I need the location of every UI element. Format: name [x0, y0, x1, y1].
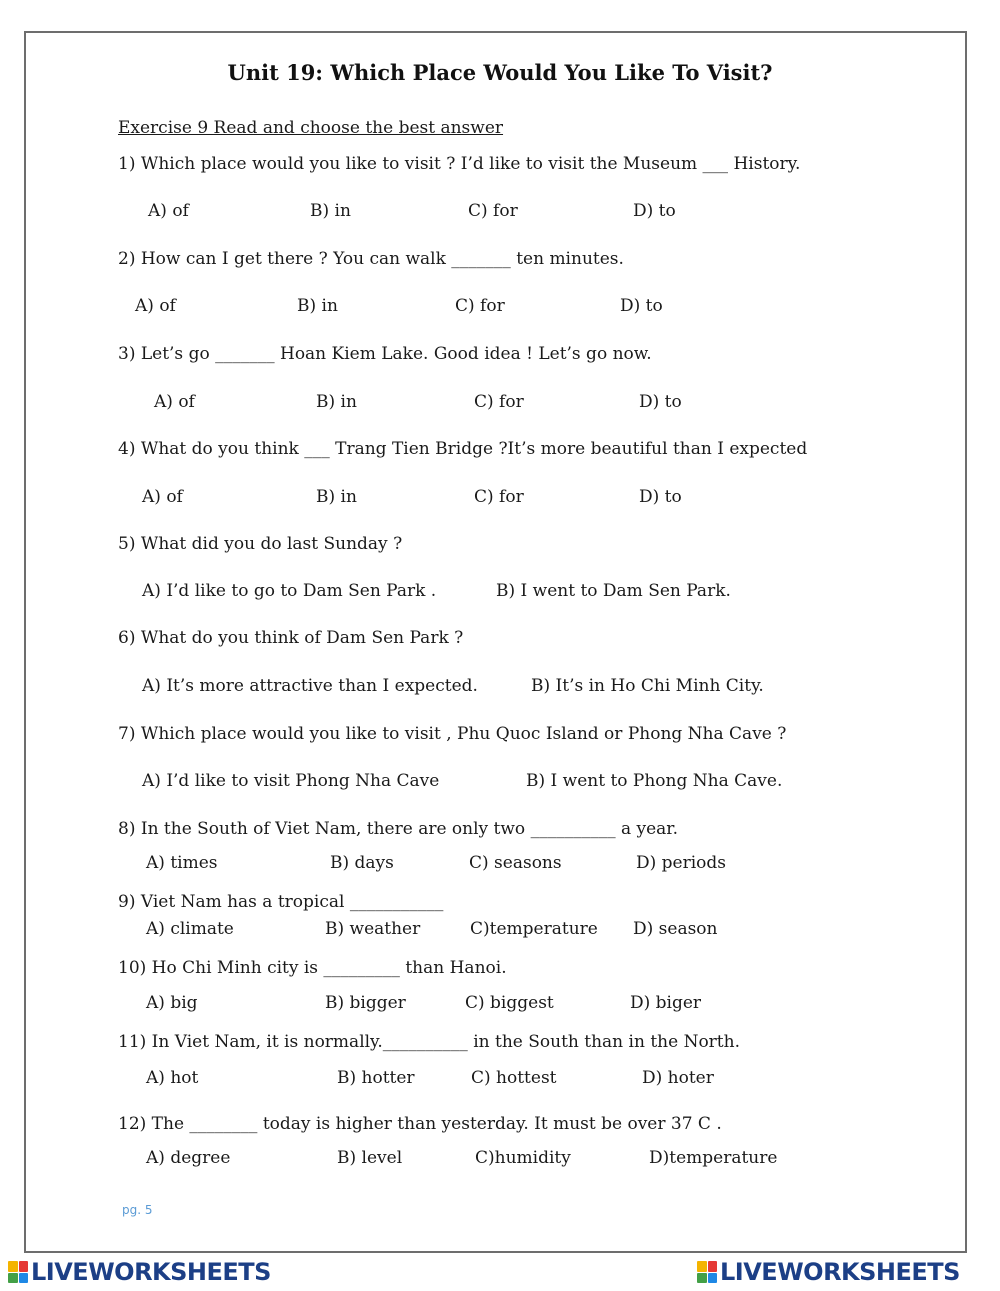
question-10: 10) Ho Chi Minh city is _________ than Hanoi. — [118, 958, 507, 978]
question-2: 2) How can I get there ? You can walk _______ ten minutes. — [118, 249, 624, 269]
q4-option-d[interactable]: D) to — [639, 487, 682, 507]
q9-option-b[interactable]: B) weather — [325, 919, 421, 939]
q7-option-a[interactable]: A) I’d like to visit Phong Nha Cave — [142, 771, 440, 791]
question-8: 8) In the South of Viet Nam, there are only two __________ a year. — [118, 819, 678, 839]
q10-option-b[interactable]: B) bigger — [325, 993, 406, 1013]
q11-option-d[interactable]: D) hoter — [642, 1068, 714, 1088]
question-5: 5) What did you do last Sunday ? — [118, 534, 403, 554]
q2-option-b[interactable]: B) in — [297, 296, 338, 316]
question-1: 1) Which place would you like to visit ? I’d like to visit the Museum ___ History. — [118, 154, 801, 174]
question-3: 3) Let’s go _______ Hoan Kiem Lake. Good idea ! Let’s go now. — [118, 344, 652, 364]
question-4: 4) What do you think ___ Trang Tien Bridge ?It’s more beautiful than I expected — [118, 439, 808, 459]
q9-option-a[interactable]: A) climate — [146, 919, 234, 939]
q9-option-c[interactable]: C)temperature — [470, 919, 598, 939]
liveworksheets-icon — [8, 1261, 28, 1283]
q12-option-b[interactable]: B) level — [337, 1148, 403, 1168]
q10-option-d[interactable]: D) biger — [630, 993, 702, 1013]
q3-option-a[interactable]: A) of — [154, 392, 195, 412]
question-11: 11) In Viet Nam, it is normally.__________ in the South than in the North. — [118, 1032, 740, 1052]
q5-option-a[interactable]: A) I’d like to go to Dam Sen Park . — [142, 581, 437, 601]
liveworksheets-icon — [697, 1261, 717, 1283]
q6-option-b[interactable]: B) It’s in Ho Chi Minh City. — [531, 676, 764, 696]
q10-option-a[interactable]: A) big — [146, 993, 198, 1013]
q3-option-d[interactable]: D) to — [639, 392, 682, 412]
q1-option-b[interactable]: B) in — [310, 201, 351, 221]
q4-option-b[interactable]: B) in — [316, 487, 357, 507]
q8-option-a[interactable]: A) times — [146, 853, 218, 873]
page-title: Unit 19: Which Place Would You Like To Visit? — [227, 60, 773, 85]
question-7: 7) Which place would you like to visit , Phu Quoc Island or Phong Nha Cave ? — [118, 724, 787, 744]
q1-option-d[interactable]: D) to — [633, 201, 676, 221]
question-12: 12) The ________ today is higher than yesterday. It must be over 37 C . — [118, 1114, 722, 1134]
q8-option-d[interactable]: D) periods — [636, 853, 727, 873]
q11-option-b[interactable]: B) hotter — [337, 1068, 415, 1088]
brand-logo-left[interactable] — [8, 1258, 271, 1286]
q12-option-a[interactable]: A) degree — [146, 1148, 231, 1168]
q8-option-c[interactable]: C) seasons — [469, 853, 562, 873]
q1-option-c[interactable]: C) for — [468, 201, 518, 221]
q3-option-b[interactable]: B) in — [316, 392, 357, 412]
page-number: pg. 5 — [122, 1203, 153, 1217]
brand-text: LIVEWORKSHEETS — [31, 1258, 271, 1286]
q7-option-b[interactable]: B) I went to Phong Nha Cave. — [526, 771, 783, 791]
q1-option-a[interactable]: A) of — [148, 201, 189, 221]
q5-option-b[interactable]: B) I went to Dam Sen Park. — [496, 581, 731, 601]
q11-option-c[interactable]: C) hottest — [471, 1068, 557, 1088]
exercise-instructions: Exercise 9 Read and choose the best answer — [118, 118, 504, 138]
q4-option-c[interactable]: C) for — [474, 487, 524, 507]
question-9: 9) Viet Nam has a tropical ___________ — [118, 892, 444, 912]
q6-option-a[interactable]: A) It’s more attractive than I expected. — [142, 676, 478, 696]
q8-option-b[interactable]: B) days — [330, 853, 394, 873]
q2-option-c[interactable]: C) for — [455, 296, 505, 316]
q10-option-c[interactable]: C) biggest — [465, 993, 554, 1013]
q11-option-a[interactable]: A) hot — [146, 1068, 199, 1088]
q2-option-a[interactable]: A) of — [135, 296, 176, 316]
brand-logo-right[interactable] — [697, 1258, 960, 1286]
q9-option-d[interactable]: D) season — [633, 919, 718, 939]
q12-option-c[interactable]: C)humidity — [475, 1148, 571, 1168]
q2-option-d[interactable]: D) to — [620, 296, 663, 316]
question-6: 6) What do you think of Dam Sen Park ? — [118, 628, 464, 648]
brand-text: LIVEWORKSHEETS — [720, 1258, 960, 1286]
q3-option-c[interactable]: C) for — [474, 392, 524, 412]
q4-option-a[interactable]: A) of — [142, 487, 183, 507]
q12-option-d[interactable]: D)temperature — [649, 1148, 778, 1168]
